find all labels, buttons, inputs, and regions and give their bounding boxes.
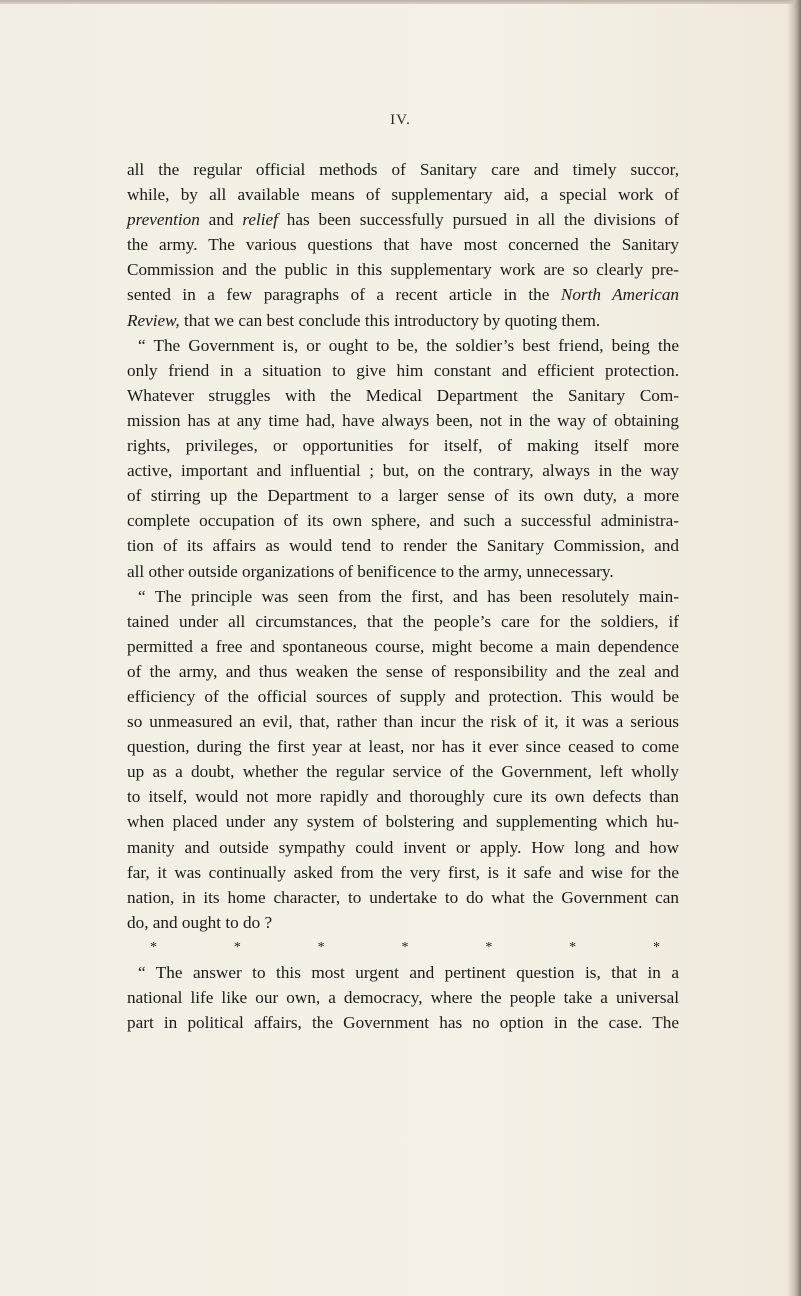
text-segment: active, important and influential ; but, on the contrary, always in the way [127, 461, 679, 481]
text-segment: “ The Government is, or ought to be, the soldier’s best friend, being the [138, 335, 679, 355]
text-line [127, 308, 679, 333]
text-segment: while, by all available means of supplementary aid, a special work of [127, 185, 679, 205]
text-line [127, 433, 679, 458]
text-line [127, 458, 679, 483]
text-segment: complete occupation of its own sphere, and such a successful administra- [127, 511, 679, 531]
body-text [127, 157, 679, 1035]
text-segment: to itself, would not more rapidly and thoroughly cure its own defects than [127, 787, 679, 807]
text-line [127, 885, 679, 910]
text-segment: of stirring up the Department to a larger sense of its own duty, a more [127, 486, 679, 506]
page-top-edge [0, 0, 801, 4]
text-segment: tained under all circumstances, that the people’s care for the soldiers, if [127, 611, 679, 631]
text-line [127, 533, 679, 558]
text-line [127, 559, 679, 584]
asterisk: * [485, 939, 493, 955]
text-line [127, 257, 679, 282]
text-line [127, 408, 679, 433]
text-line [127, 358, 679, 383]
text-segment: manity and outside sympathy could invent or apply. How long and how [127, 837, 679, 857]
text-segment: Whatever struggles with the Medical Department the Sanitary Com- [127, 385, 679, 405]
asterisk: * [569, 939, 577, 955]
text-segment: that we can best conclude this introductory by quoting them. [179, 310, 601, 330]
text-segment: tion of its affairs as would tend to render the Sanitary Commission, and [127, 536, 679, 556]
text-line [127, 207, 679, 232]
asterisk: * [233, 939, 241, 955]
text-line [127, 835, 679, 860]
text-segment: permitted a free and spontaneous course, might become a main dependence [127, 636, 679, 656]
italic-text: Review, [127, 310, 180, 330]
text-line [127, 734, 679, 759]
text-segment: rights, privileges, or opportunities for itself, of making itself more [127, 436, 679, 456]
italic-text: North American [560, 285, 680, 305]
text-segment: far, it was continually asked from the very first, is it safe and wise for the [127, 862, 679, 882]
text-segment: all other outside organizations of benificence to the army, unnecessary. [127, 561, 614, 581]
text-line [127, 759, 679, 784]
text-segment: has been successfully pursued in all the divisions of [277, 210, 679, 230]
text-segment: part in political affairs, the Government has no option in the case. The [127, 1013, 679, 1033]
text-line [127, 584, 679, 609]
text-line [127, 684, 679, 709]
text-segment: efficiency of the official sources of supply and protection. This would be [127, 686, 679, 706]
text-segment: national life like our own, a democracy, where the people take a universal [127, 988, 679, 1008]
text-line [127, 1010, 679, 1035]
text-segment: Commission and the public in this supplementary work are so clearly pre- [127, 260, 679, 280]
text-line [127, 182, 679, 207]
text-line [127, 784, 679, 809]
text-segment: “ The answer to this most urgent and pertinent question is, that in a [138, 963, 679, 982]
text-line [127, 860, 679, 885]
asterisk: * [652, 939, 660, 955]
text-line [127, 809, 679, 834]
text-line [127, 383, 679, 408]
text-line [127, 333, 679, 358]
text-line [127, 985, 679, 1010]
text-segment: do, and ought to do ? [127, 912, 273, 932]
text-segment: and [199, 210, 243, 230]
text-segment: nation, in its home character, to undertake to do what the Government can [127, 887, 679, 907]
italic-text: relief [242, 210, 278, 230]
section-break-asterisks [127, 935, 660, 960]
text-line [127, 157, 679, 182]
page-binding-shadow [787, 0, 801, 1296]
text-line [127, 609, 679, 634]
text-line [127, 910, 679, 935]
text-segment: sented in a few paragraphs of a recent article in the [127, 285, 561, 305]
text-segment: up as a doubt, whether the regular service of the Government, left wholly [127, 762, 679, 782]
text-segment: all the regular official methods of Sanitary care and timely succor, [127, 160, 679, 179]
text-segment: so unmeasured an evil, that, rather than incur the risk of it, it was a serious [127, 712, 679, 732]
text-line [127, 709, 679, 734]
text-segment: mission has at any time had, have always been, not in the way of obtaining [127, 410, 679, 430]
asterisk: * [401, 939, 409, 955]
text-segment: when placed under any system of bolstering and supplementing which hu- [127, 812, 679, 832]
text-line [127, 508, 679, 533]
text-segment: only friend in a situation to give him constant and efficient protection. [127, 360, 679, 380]
text-segment: “ The principle was seen from the first, and has been resolutely main- [138, 586, 679, 606]
text-line [127, 483, 679, 508]
asterisk: * [317, 939, 325, 955]
asterisk: * [150, 939, 157, 955]
italic-text: prevention [127, 210, 200, 230]
text-segment: question, during the first year at least, nor has it ever since ceased to come [127, 737, 679, 757]
text-line [127, 282, 679, 307]
page-number: IV. [390, 112, 411, 128]
text-segment: of the army, and thus weaken the sense of responsibility and the zeal and [127, 661, 679, 681]
text-line [127, 232, 679, 257]
text-segment: the army. The various questions that have most concerned the Sanitary [127, 235, 679, 255]
text-line [127, 960, 679, 985]
text-line [127, 634, 679, 659]
text-line [127, 659, 679, 684]
